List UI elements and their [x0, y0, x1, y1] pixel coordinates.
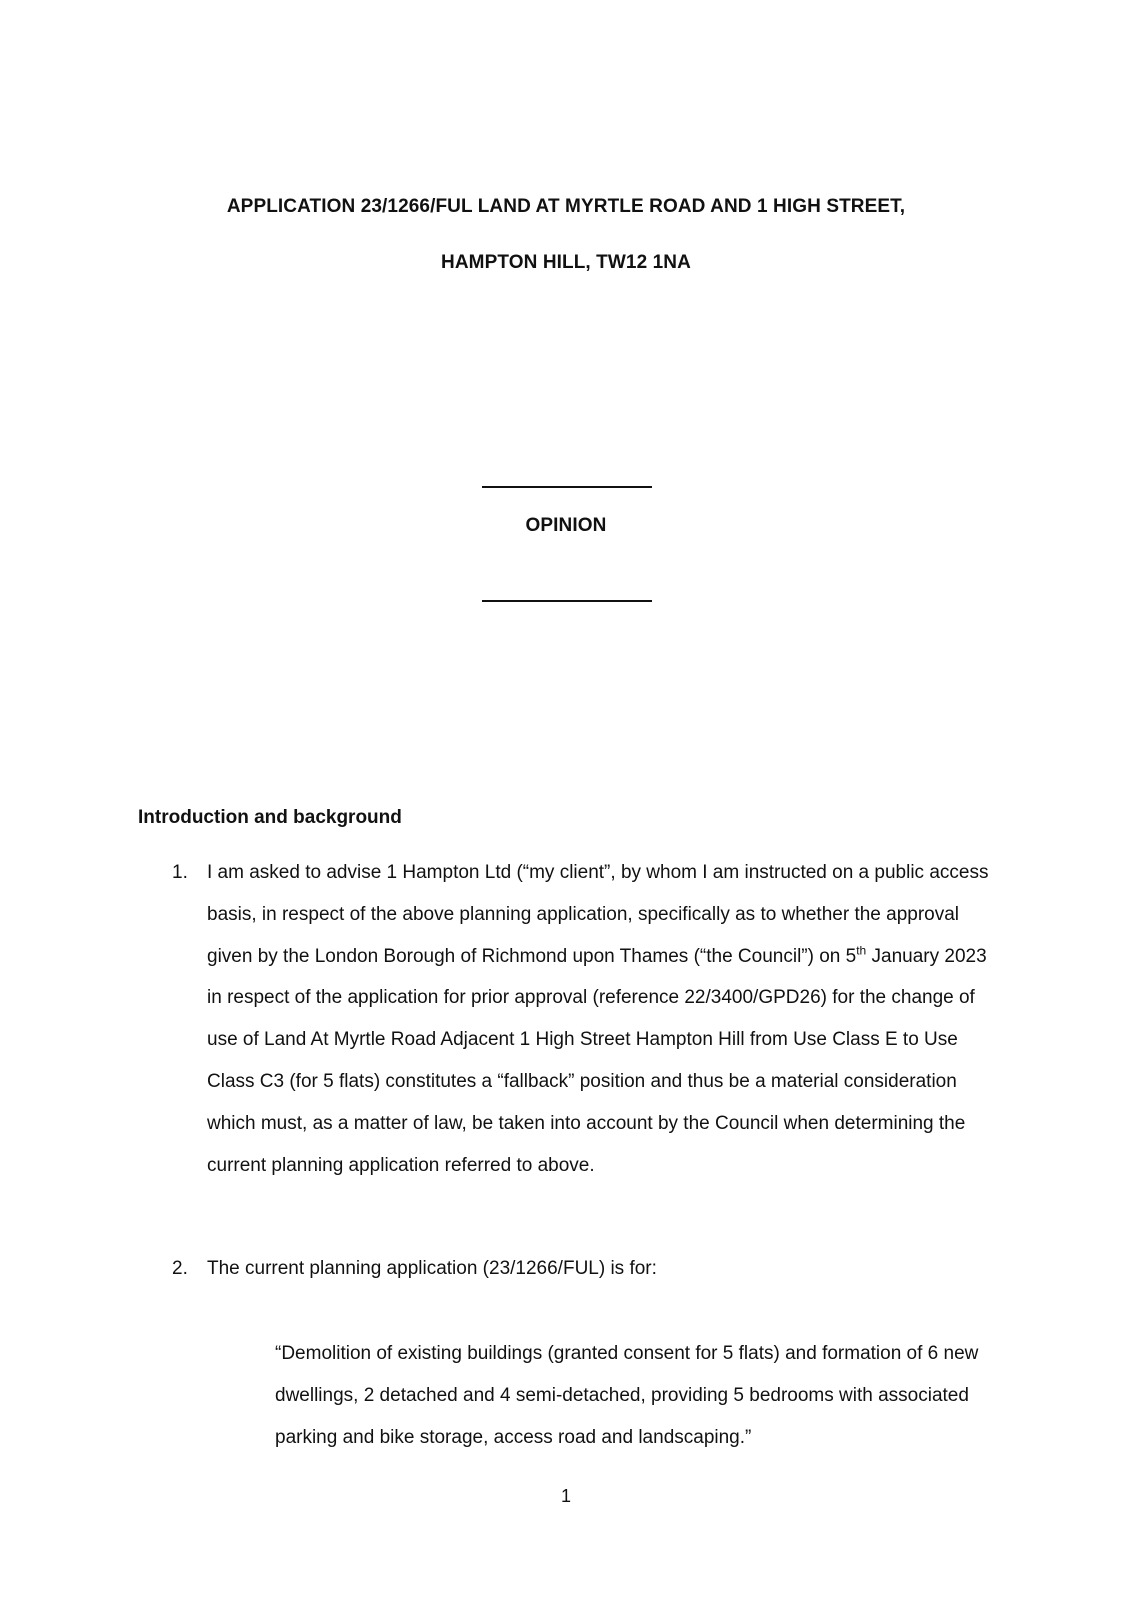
bottom-divider-rule — [482, 600, 652, 602]
document-title-line-1: APPLICATION 23/1266/FUL LAND AT MYRTLE ROAD AND 1 HIGH STREET, — [226, 196, 906, 217]
paragraph-1-text-part-2: January 2023 in respect of the application for prior approval (reference 22/3400/GPD26) for the change of use of Land At Myrtle Road Adjacent 1 High Street Hampton Hill from Use Class E to Use Class C3 (for 5 flats) constitutes a “fallback” position and thus be a material consideration which must, as a matter of law, be taken into account by the Council when determining the current planning application referred to above. — [207, 945, 987, 1176]
opinion-heading: OPINION — [525, 515, 607, 536]
document-title-line-2: HAMPTON HILL, TW12 1NA — [441, 252, 691, 273]
application-description-quote: “Demolition of existing buildings (granted consent for 5 flats) and formation of 6 new dwellings, 2 detached and 4 semi-detached, providing 5 bedrooms with associated parking and bike storage, access road and landscaping.” — [275, 1343, 979, 1448]
paragraph-1-number: 1. — [172, 862, 188, 883]
paragraph-2-number: 2. — [172, 1258, 188, 1279]
top-divider-rule — [482, 486, 652, 488]
ordinal-superscript: th — [856, 943, 867, 958]
page-number: 1 — [560, 1486, 571, 1506]
paragraph-1 — [172, 852, 1002, 1186]
paragraph-1-text — [207, 852, 1002, 1186]
paragraph-1-text-part-1: I am asked to advise 1 Hampton Ltd (“my client”, by whom I am instructed on a public access basis, in respect of the above planning application, specifically as to whether the approval given by the London Borough of Richmond upon Thames (“the Council”) on 5 — [207, 862, 989, 967]
paragraph-2 — [172, 1248, 1002, 1290]
paragraph-2-text: The current planning application (23/1266/FUL) is for: — [207, 1258, 657, 1279]
section-heading-introduction: Introduction and background — [138, 807, 402, 828]
